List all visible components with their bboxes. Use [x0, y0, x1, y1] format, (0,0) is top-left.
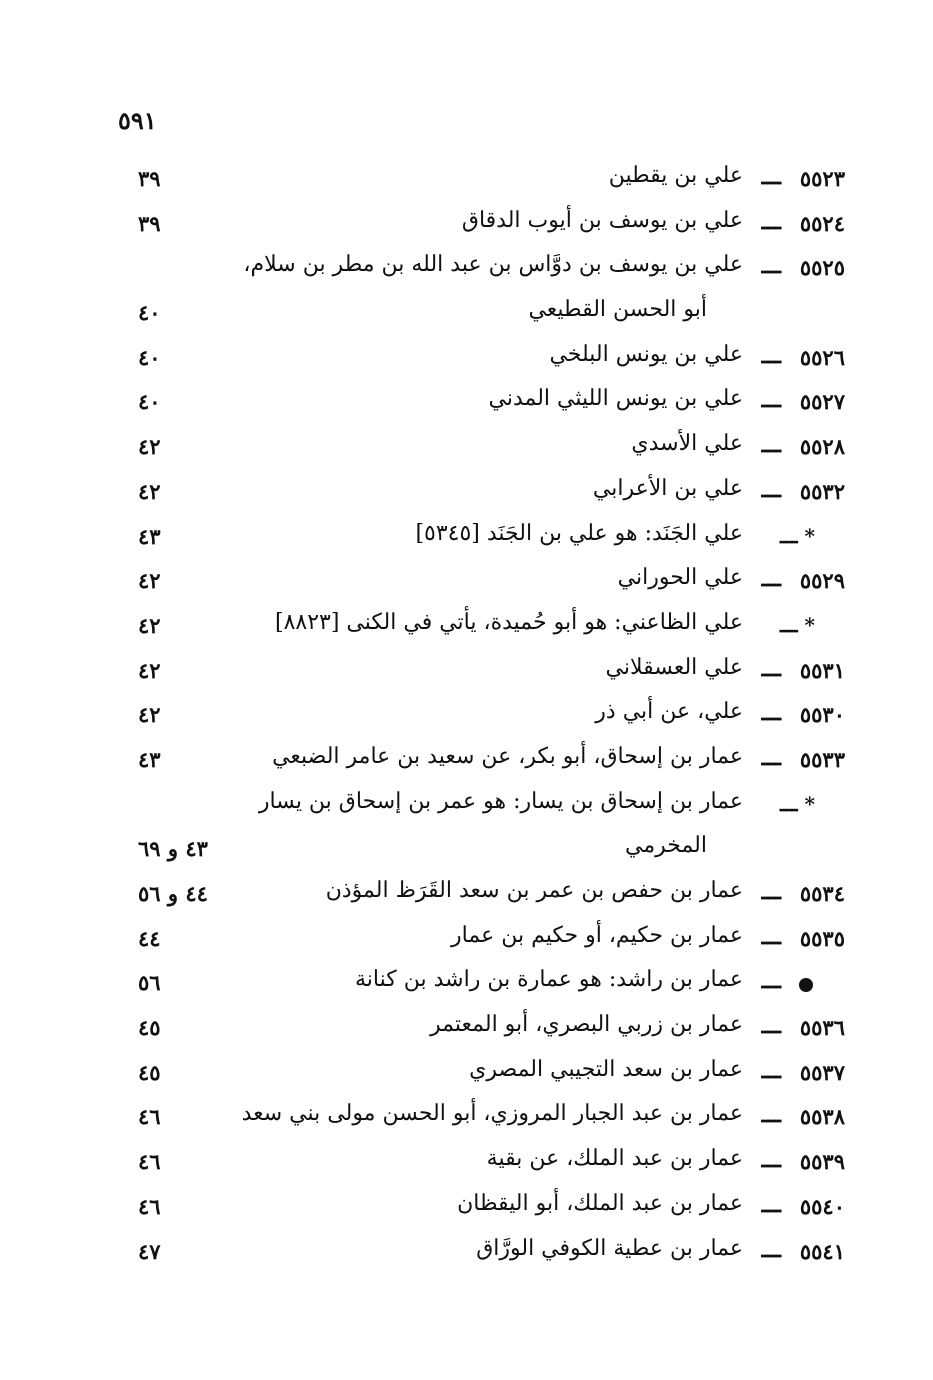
entry-text: أبو الحسن القطيعي: [528, 297, 707, 323]
index-entry: [0, 1188, 933, 1233]
entry-text: عمار بن راشد: هو عمارة بن راشد بن كنانة: [355, 967, 743, 993]
entry-text: عمار بن حفص بن عمر بن سعد القَرَظ المؤذن: [325, 878, 743, 903]
entry-text: علي بن يونس البلخي: [549, 341, 743, 367]
index-entry: [0, 473, 933, 518]
entry-page-ref: ٤٠: [138, 300, 161, 326]
index-entry: [0, 696, 933, 741]
entry-page-ref: ٤٦: [138, 1104, 161, 1130]
entry-page-ref: ٤٢: [138, 568, 161, 594]
entry-number: ٥٥٣٧: [799, 1059, 845, 1085]
entry-page-ref: ٤٢: [138, 702, 161, 728]
entry-text: علي بن يوسف بن دوَّاس بن عبد الله بن مطر بن سلام،: [243, 252, 743, 278]
entry-page-ref: ٣٩: [138, 210, 161, 236]
entry-dash: ـــ: [761, 655, 781, 682]
entry-dash: ـــ: [761, 1057, 781, 1084]
entry-text: عمار بن عبد الجبار المروزي، أبو الحسن مولى بني سعد: [241, 1101, 743, 1127]
entry-number: ٥٥٣٦: [799, 1015, 845, 1041]
bullet-icon: [799, 978, 813, 992]
asterisk-icon: * ـــ: [780, 791, 815, 816]
entry-dash: ـــ: [761, 1102, 781, 1129]
entry-dash: ـــ: [761, 208, 781, 235]
entry-dash: ـــ: [761, 1191, 781, 1218]
index-entry: [0, 1098, 933, 1143]
entry-dash: ـــ: [761, 342, 781, 369]
entry-page-ref: ٤٠: [138, 389, 161, 415]
index-entry: [0, 1233, 933, 1278]
index-entry: [0, 518, 933, 563]
entry-text: علي الأسدي: [631, 431, 743, 457]
entry-number: ٥٥٣٩: [799, 1149, 845, 1175]
entry-text: المخرمي: [625, 833, 707, 859]
entry-dash: ـــ: [761, 432, 781, 459]
entry-page-ref: ٤٢: [138, 657, 161, 683]
index-entry: [0, 160, 933, 205]
page-number: ٥٩١: [118, 106, 157, 135]
entry-number: ٥٥٤٠: [799, 1193, 845, 1219]
entry-page-ref: ٣٩: [138, 166, 161, 191]
entry-page-ref: ٤٤ و ٥٦: [138, 881, 208, 906]
entry-number: ٥٥٢٨: [799, 434, 845, 460]
entry-text: عمار بن إسحاق، أبو بكر، عن سعيد بن عامر الضبعي: [272, 743, 743, 769]
asterisk-icon: * ـــ: [780, 612, 815, 637]
index-entry: [0, 786, 933, 831]
entry-number: ٥٥٢٩: [799, 568, 845, 594]
entry-page-ref: ٤٥: [138, 1059, 161, 1085]
entry-text: علي الحوراني: [617, 565, 743, 591]
index-entry: [0, 875, 933, 920]
entry-text: علي بن يقطين: [608, 163, 743, 188]
index-entry: [0, 383, 933, 428]
entry-page-ref: ٤٢: [138, 478, 161, 504]
entry-page-ref: ٤٢: [138, 434, 161, 460]
entry-page-ref: ٤٣: [138, 746, 161, 772]
entry-dash: ـــ: [761, 387, 781, 414]
entry-text: علي، عن أبي ذر: [595, 699, 743, 725]
entry-text: علي بن يوسف بن أيوب الدقاق: [461, 207, 743, 233]
entry-number: ٥٥٢٣: [799, 166, 845, 191]
entry-page-ref: ٤٢: [138, 612, 161, 638]
entry-dash: ـــ: [761, 923, 781, 950]
entry-dash: ـــ: [761, 1147, 781, 1174]
asterisk-icon: * ـــ: [780, 523, 815, 548]
entry-text: علي بن الأعرابي: [592, 475, 743, 501]
entry-number: ٥٥٣١: [799, 657, 845, 683]
entry-text: عمار بن حكيم، أو حكيم بن عمار: [451, 922, 743, 948]
entry-text: عمار بن إسحاق بن يسار: هو عمر بن إسحاق بن يسار: [258, 788, 743, 814]
entry-dash: ـــ: [761, 1013, 781, 1040]
index-entry: [0, 428, 933, 473]
entry-page-ref: ٤٦: [138, 1193, 161, 1219]
index-entry: [0, 1009, 933, 1054]
index-entry: [0, 1054, 933, 1099]
entry-page-ref: ٤٣: [138, 523, 161, 549]
index-entry: [0, 562, 933, 607]
entry-dash: ـــ: [761, 476, 781, 503]
index-entry: [0, 830, 933, 875]
entry-text: علي العسقلاني: [605, 654, 743, 680]
entry-text: علي بن يونس الليثي المدني: [488, 386, 743, 412]
entry-number: ٥٥٣٠: [799, 702, 845, 728]
entry-text: عمار بن زربي البصري، أبو المعتمر: [430, 1012, 743, 1038]
entry-dash: ـــ: [761, 700, 781, 727]
entry-number: ٥٥٣٣: [799, 746, 845, 772]
index-entry: [0, 964, 933, 1009]
index-entry: [0, 652, 933, 697]
entry-number: ٥٥٢٥: [799, 255, 845, 281]
entry-number: ٥٥٣٨: [799, 1104, 845, 1130]
entry-dash: ـــ: [761, 879, 781, 905]
entry-page-ref: ٥٦: [138, 970, 161, 996]
index-entry: [0, 339, 933, 384]
entry-page-ref: ٤٥: [138, 1015, 161, 1041]
entry-text: عمار بن عبد الملك، عن بقية: [486, 1146, 743, 1172]
entry-text: عمار بن عطية الكوفي الورَّاق: [476, 1235, 743, 1261]
index-entry: [0, 741, 933, 786]
entry-page-ref: ٤٤: [138, 925, 161, 951]
entry-page-ref: ٤٠: [138, 344, 161, 370]
entry-dash: ـــ: [761, 1236, 781, 1263]
entry-dash: ـــ: [761, 968, 781, 995]
entry-page-ref: ٤٧: [138, 1238, 161, 1264]
entry-number: ٥٥٤١: [799, 1238, 845, 1264]
index-entry: [0, 1143, 933, 1188]
entry-number: ٥٥٢٤: [799, 210, 845, 236]
entry-number: ٥٥٢٧: [799, 389, 845, 415]
entry-list: [0, 160, 933, 1277]
index-entry: [0, 607, 933, 652]
entry-number: ٥٥٢٦: [799, 344, 845, 370]
index-entry: [0, 920, 933, 965]
entry-dash: ـــ: [761, 566, 781, 593]
index-entry: [0, 249, 933, 294]
entry-dash: ـــ: [761, 744, 781, 771]
entry-page-ref: ٤٣ و ٦٩: [138, 836, 208, 862]
entry-text: علي الجَنَد: هو علي بن الجَنَد [٥٣٤٥]: [415, 520, 743, 546]
index-entry: [0, 205, 933, 250]
entry-number: ٥٥٣٤: [799, 881, 845, 906]
entry-text: علي الظاعني: هو أبو حُميدة، يأتي في الكنى [٨٨٢٣]: [275, 609, 743, 635]
entry-text: عمار بن سعد التجيبي المصري: [469, 1056, 743, 1082]
entry-number: ٥٥٣٢: [799, 478, 845, 504]
entry-text: عمار بن عبد الملك، أبو اليقظان: [457, 1190, 743, 1216]
index-entry: [0, 294, 933, 339]
entry-number: ٥٥٣٥: [799, 925, 845, 951]
entry-dash: ـــ: [761, 253, 781, 280]
entry-dash: ـــ: [761, 164, 781, 190]
entry-page-ref: ٤٦: [138, 1149, 161, 1175]
